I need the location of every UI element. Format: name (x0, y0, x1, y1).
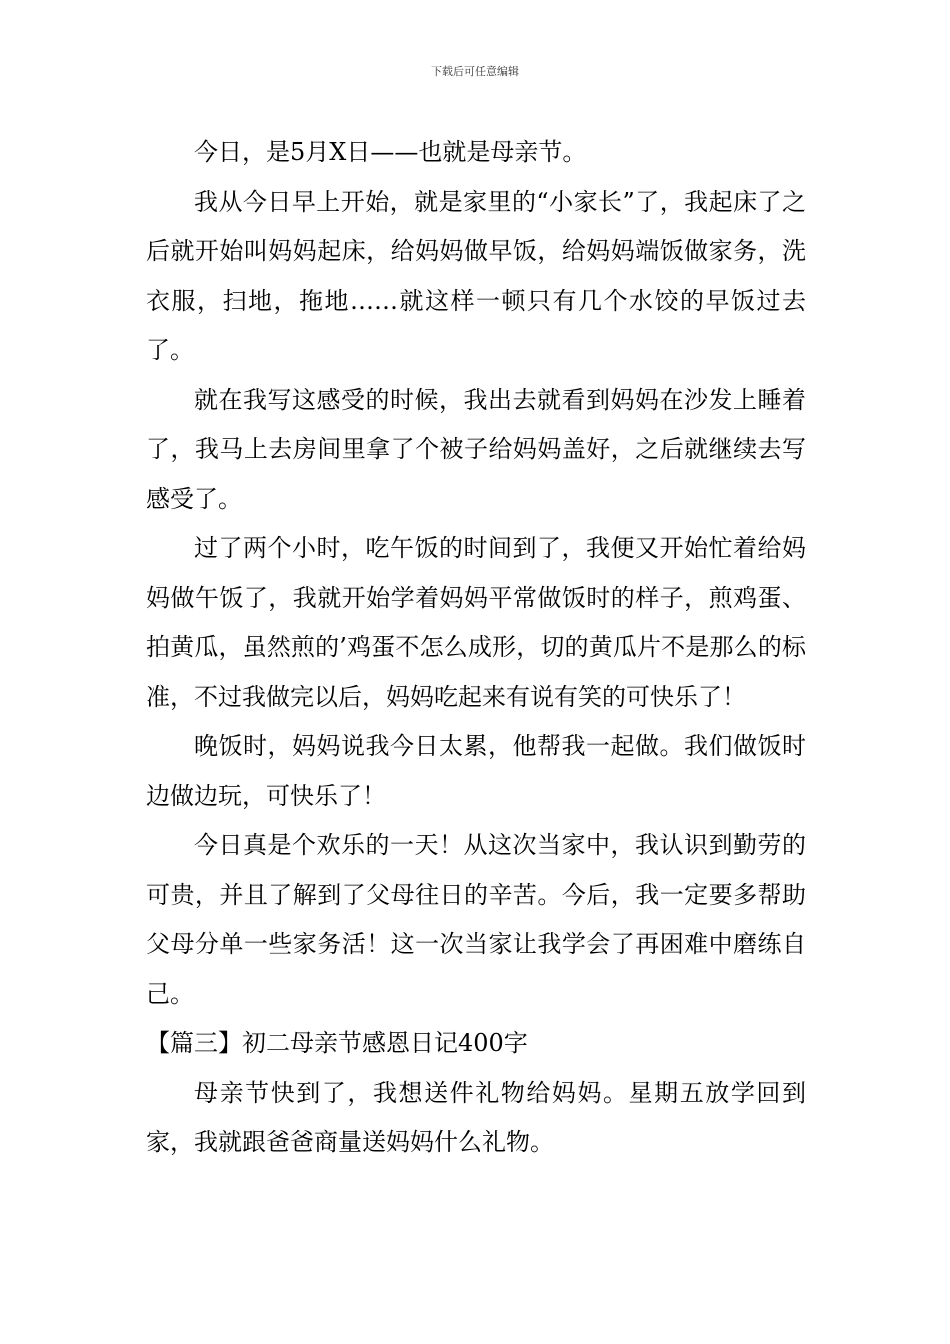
paragraph: 母亲节快到了，我想送件礼物给妈妈。星期五放学回到家，我就跟爸爸商量送妈妈什么礼物。 (146, 1078, 806, 1156)
paragraph: 我从今日早上开始，就是家里的“小家长”了，我起床了之后就开始叫妈妈起床，给妈妈做早饭，给妈妈端饭做家务，洗衣服，扫地，拖地……就这样一顿只有几个水饺的早饭过去了。 (146, 187, 806, 364)
paragraph: 今日，是5月X日——也就是母亲节。 (194, 138, 587, 166)
header-note: 下载后可任意编辑 (431, 65, 519, 78)
paragraph: 就在我写这感受的时候，我出去就看到妈妈在沙发上睡着了，我马上去房间里拿了个被子给妈妈盖好，之后就继续去写感受了。 (146, 385, 806, 513)
paragraph: 晚饭时，妈妈说我今日太累，他帮我一起做。我们做饭时边做边玩，可快乐了！ (146, 732, 806, 810)
paragraph: 过了两个小时，吃午饭的时间到了，我便又开始忙着给妈妈做午饭了，我就开始学着妈妈平常做饭时的样子，煎鸡蛋、拍黄瓜，虽然煎的’鸡蛋不怎么成形，切的黄瓜片不是那么的标准，不过我做完以后，妈妈吃起来有说有笑的可快乐了！ (146, 534, 806, 711)
section-heading: 【篇三】初二母亲节感恩日记400字 (146, 1029, 528, 1057)
paragraph: 今日真是个欢乐的一天！从这次当家中，我认识到勤劳的可贵，并且了解到了父母往日的辛苦。今后，我一定要多帮助父母分单一些家务活！这一次当家让我学会了再困难中磨练自己。 (146, 831, 806, 1008)
document-body (146, 128, 806, 1168)
